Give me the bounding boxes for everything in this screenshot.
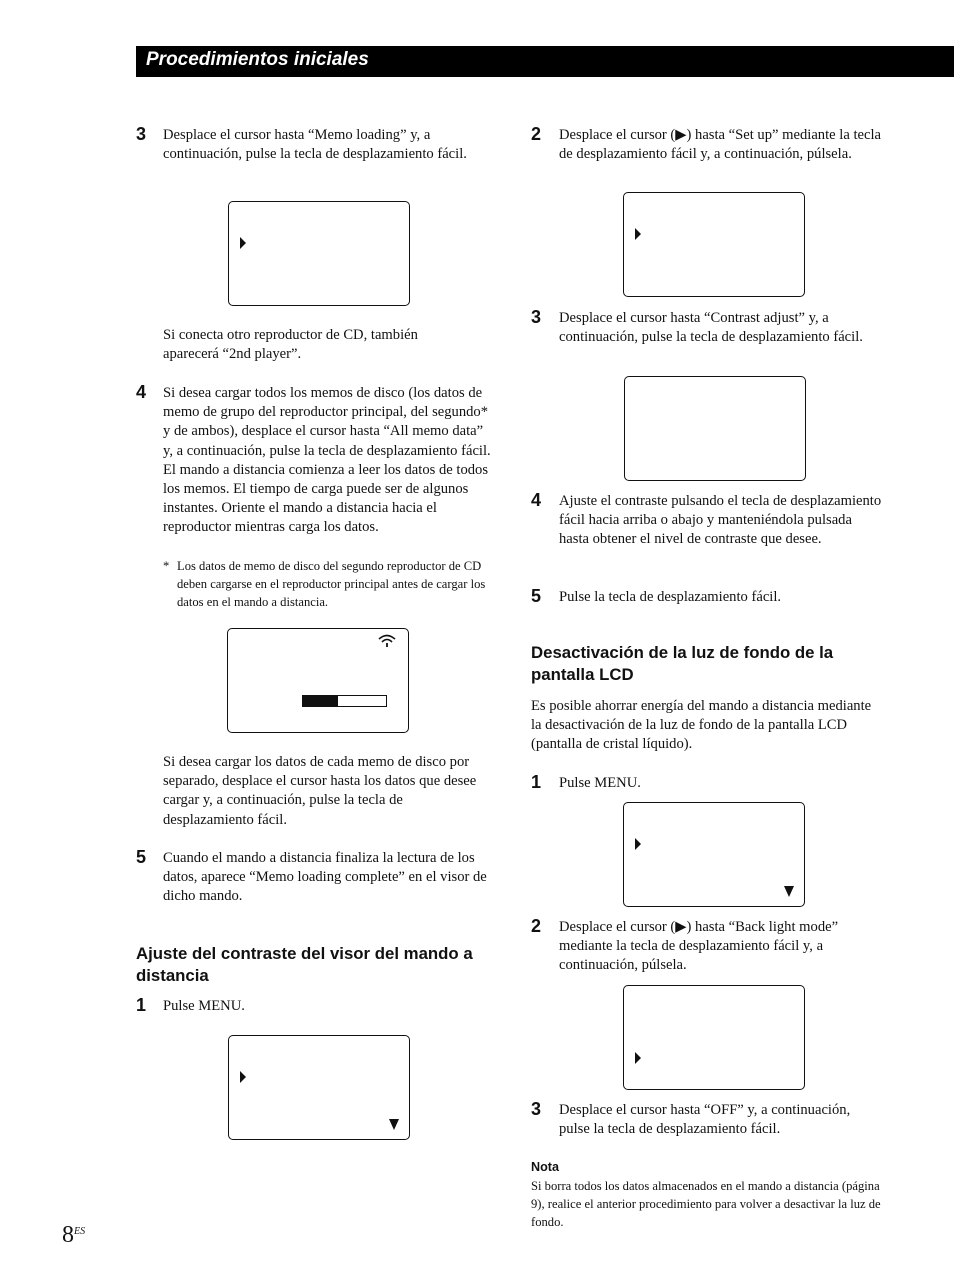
step-number: 5 [531, 586, 542, 606]
step-number: 1 [531, 772, 542, 792]
step-number: 2 [531, 124, 542, 144]
header-title: Procedimientos iniciales [146, 49, 369, 70]
section-title: Desactivación de la luz de fondo de la pantalla LCD [531, 643, 834, 684]
page-number [62, 1222, 85, 1249]
loading-progress-fill [303, 696, 338, 706]
section-header [136, 46, 954, 77]
note-text: Si desea cargar los datos de cada memo de disco por separado, desplace el cursor hasta los datos que desee cargar y, a continuación, pulse la tecla de desplazamiento fácil. [163, 754, 477, 828]
footnote-mark: * [163, 559, 170, 573]
step-text: Desplace el cursor hasta “Memo loading” y, a continuación, pulse la tecla de desplazamiento fácil. [163, 127, 467, 163]
note-title: Nota [531, 1160, 559, 1174]
cursor-icon [240, 1071, 246, 1083]
loading-progress-bar [302, 695, 387, 707]
lcd-display-loading [227, 628, 409, 733]
cursor-icon [240, 237, 246, 249]
scroll-down-icon [784, 886, 794, 897]
step-number: 5 [136, 847, 147, 867]
step-text [163, 384, 495, 538]
lcd-display-contrast [624, 376, 806, 481]
step-text-part1: Si desea cargar todos los memos de disco (los datos de memo de grupo del reproductor principal, del segundo* y de ambos), desplace el cursor hasta “All memo data” y, a continuación, pulse la tecla de desplazamiento fácil. [163, 385, 491, 459]
step-text-part2: El mando a distancia comienza a leer los datos de todos los memos. El tiempo de carga puede ser de algunos instantes. Oriente el mando a distancia hacia el reproductor mientras carga los datos. [163, 461, 489, 536]
page-number-value: 8 [62, 1222, 74, 1248]
step-text: Desplace el cursor (▶) hasta “Back light mode” mediante la tecla de desplazamiento fácil y, a continuación, púlsela. [559, 919, 839, 974]
step-text: Cuando el mando a distancia finaliza la lectura de los datos, aparece “Memo loading complete” en el visor de dicho mando. [163, 850, 487, 905]
cursor-icon [635, 1052, 641, 1064]
step-number: 4 [136, 382, 147, 402]
section-title: Ajuste del contraste del visor del mando a distancia [136, 944, 473, 985]
step-number: 2 [531, 916, 542, 936]
lcd-display [623, 802, 805, 907]
lcd-display [228, 1035, 410, 1140]
step-number: 1 [136, 995, 147, 1015]
step-text: Desplace el cursor hasta “OFF” y, a continuación, pulse la tecla de desplazamiento fácil. [559, 1102, 851, 1138]
section-intro: Es posible ahorrar energía del mando a distancia mediante la desactivación de la luz de fondo de la pantalla LCD (pantalla de cristal líquido). [531, 698, 872, 753]
page-lang: ES [74, 1226, 86, 1237]
step-text: Pulse MENU. [559, 775, 641, 791]
step-number: 3 [136, 124, 147, 144]
step-text: Desplace el cursor (▶) hasta “Set up” mediante la tecla de desplazamiento fácil y, a continuación, púlsela. [559, 127, 882, 163]
step-number: 3 [531, 1099, 542, 1119]
cursor-icon [635, 838, 641, 850]
lcd-display [623, 985, 805, 1090]
cursor-icon [635, 228, 641, 240]
note-text: Si conecta otro reproductor de CD, también aparecerá “2nd player”. [163, 327, 418, 363]
scroll-down-icon [389, 1119, 399, 1130]
step-text: Desplace el cursor hasta “Contrast adjust” y, a continuación, pulse la tecla de desplazamiento fácil. [559, 310, 863, 346]
note-body: Si borra todos los datos almacenados en el mando a distancia (página 9), realice el anterior procedimiento para volver a desactivar la luz de fondo. [531, 1179, 881, 1229]
step-text: Pulse MENU. [163, 998, 245, 1014]
lcd-display [623, 192, 805, 297]
step-number: 3 [531, 307, 542, 327]
step-text: Pulse la tecla de desplazamiento fácil. [559, 589, 782, 605]
step-number: 4 [531, 490, 542, 510]
step-text: Ajuste el contraste pulsando el tecla de desplazamiento fácil hacia arriba o abajo y manteniéndola pulsada hasta obtener el nivel de contraste que desee. [559, 493, 882, 548]
lcd-display [228, 201, 410, 306]
footnote-text: Los datos de memo de disco del segundo reproductor de CD deben cargarse en el reproductor principal antes de cargar los datos en el mando a distancia. [177, 559, 486, 609]
signal-icon [377, 633, 397, 649]
